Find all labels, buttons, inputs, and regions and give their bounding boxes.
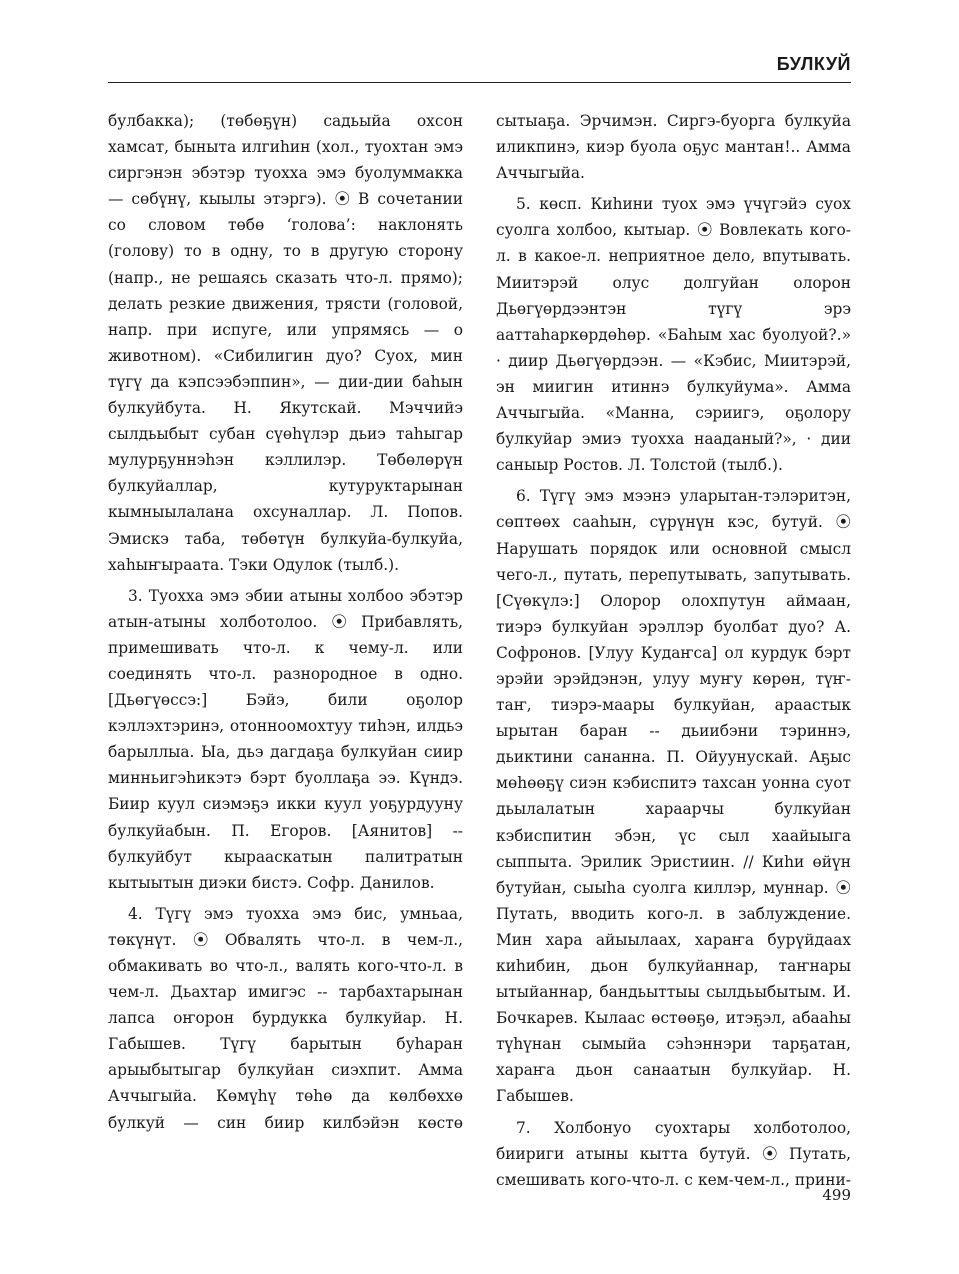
entry-paragraph: 6. Түгү эмэ мээнэ уларытан-тэлэритэн, сөптөөх сааһын, сүрүнүн кэс, бутуй. ⦿ Нарушать порядок или основной смысл чего-л., путать, перепутывать, запутывать. [Сүөкүлэ:] Олорор олохпутун аймаан, тиэрэ булкуйан эрэллэр буолбат дуо? А. Софронов. [Улуу Кудаҥса] ол курдук бэрт эрэйи эрэйдэнэн, улуу муҥу көрөн, түҥ-таҥ, тиэрэ-маары булкуйан, араастык ырытан баран -- дьиибэни тэриннэ, дьиктини сананна. П. Ойуунускай. Аҕыс мөһөөҕү сиэн кэбиспитэ тахсан уонна суот дьылалатын хараарчы булкуйан кэбиспитин эбэн, үс сыл хаайыыга сыппыта. Эрилик Эристиин. // Киһи өйүн бутуйан, сыыһа суолга киллэр, муннар. ⦿ Путать, вводить кого-л. в заблуждение. Мин хара айыылаах, хараҥа бурүйдаах киһибин, дьон булкуйаннар, таҥнары ытыйаннар, бандьыттыы сылдьыбытым. И. Бочкарев. Кылаас өстөөҕө, итэҕэл, абааһы түһүнан сымыйа сэһэннэри тарҕатан, хараҥа дьон санаатын булкуйар. Н. Габышев. xyxy=(496,487,851,1106)
left-column xyxy=(108,108,463,1141)
entry-paragraph: 5. көсп. Киһини туох эмэ үчүгэйэ суох суолга холбоо, кытыар. ⦿ Вовлекать кого-л. в какое-л. неприятное дело, впутывать. Миитэрэй олус долгуйан олорон Дьөгүөрдээнтэн түгү эрэ ааттаһаркөрдөһөр. «Баһым хас буолуой?.» · диир Дьөгүөрдээн. — «Кэбис, Миитэрэй, эн миигин итиннэ булкуйума». Амма Аччыгыйа. «Манна, сэриигэ, оҕолору булкуйар эмиэ туохха нааданый?», · дии саныыр Ростов. Л. Толстой (тылб.). xyxy=(496,195,851,475)
entry-paragraph: булбакка); (төбөҕүн) садьыйа охсон хамсат, быныта илгиһин (хол., туохтан эмэ сиргэнэн эбэтэр туохха эмэ буолуммакка — сөбүнү, кыылы этэргэ). ⦿ В сочетании со словом төбө ‘голова’: наклонять (голову) то в одну, то в другую сторону (напр., не решаясь сказать что-л. прямо); делать резкие движения, трясти (головой, напр. при испуге, или упрямясь — о животном). «Сибилигин дуо? Суох, мин түгү да кэпсээбэппин», — дии-дии баһын булкуйбута. Н. Якутскай. Мэччийэ сылдьыбыт субан сүөһүлэр дьиэ таһыгар мулурҕуннэһэн кэллилэр. Төбөлөрүн булкуйаллар, кутуруктарынан кымныылалана охсуналлар. Л. Попов. Эмискэ таба, төбөтүн булкуйа-булкуйа, хаһыҥыраата. Тэки Одулок (тылб.). xyxy=(108,112,463,574)
entry-paragraph: 4. Түгү эмэ туохха эмэ бис, умньаа, төкүнүт. ⦿ Обвалять что-л. в чем-л., обмакивать во что-л., валять кого-что-л. в чем-л. Дьахтар имигэс -- тарбахтарынан лапса оҥорон бурдукка булкуйар. Н. Габышев. Түгү барытын буһаран арыыбытыгар булкуйан сиэхпит. Амма Аччыгыйа. Көмүһү төһө да көлбөххө булкуй — син биир килбэйэн көстө xyxy=(108,904,463,1132)
entry-paragraph: 3. Туохха эмэ эбии атыны холбоо эбэтэр атын-атыны холботолоо. ⦿ Прибавлять, примешивать что-л. к чему-л. или соединять что-л. разнородное в одно. [Дьөгүөссэ:] Бэйэ, били оҕолор кэллэхтэринэ, отонноомохтуу тиһэн, илдьэ барыллыа. Ыа, дьэ дагдаҕа булкуйан сиир минньигэһикэтэ бэрт буоллаҕа ээ. Күндэ. Биир куул сиэмэҕэ икки куул уоҕурдууну булкуйабын. П. Егоров. [Аянитов] -- булкуйбут кырааскатын палитратын кытыытын диэки бистэ. Софр. Данилов. xyxy=(108,586,463,892)
running-headword: БУЛКУЙ xyxy=(776,54,851,74)
entry-paragraph: сытыаҕа. Эрчимэн. Сиргэ-буорга булкуйа иликпинэ, киэр буола оҕус мантан!.. Амма Аччыгыйа. xyxy=(496,112,851,183)
page-number: 499 xyxy=(822,1186,851,1204)
page-header xyxy=(108,52,851,83)
entry-paragraph: 7. Холбонуо суохтары холботолоо, биириги атыны кытта бутуй. ⦿ Путать, смешивать кого-что-л. с кем-чем-л., прини- xyxy=(496,1118,851,1189)
right-column xyxy=(496,108,851,1198)
